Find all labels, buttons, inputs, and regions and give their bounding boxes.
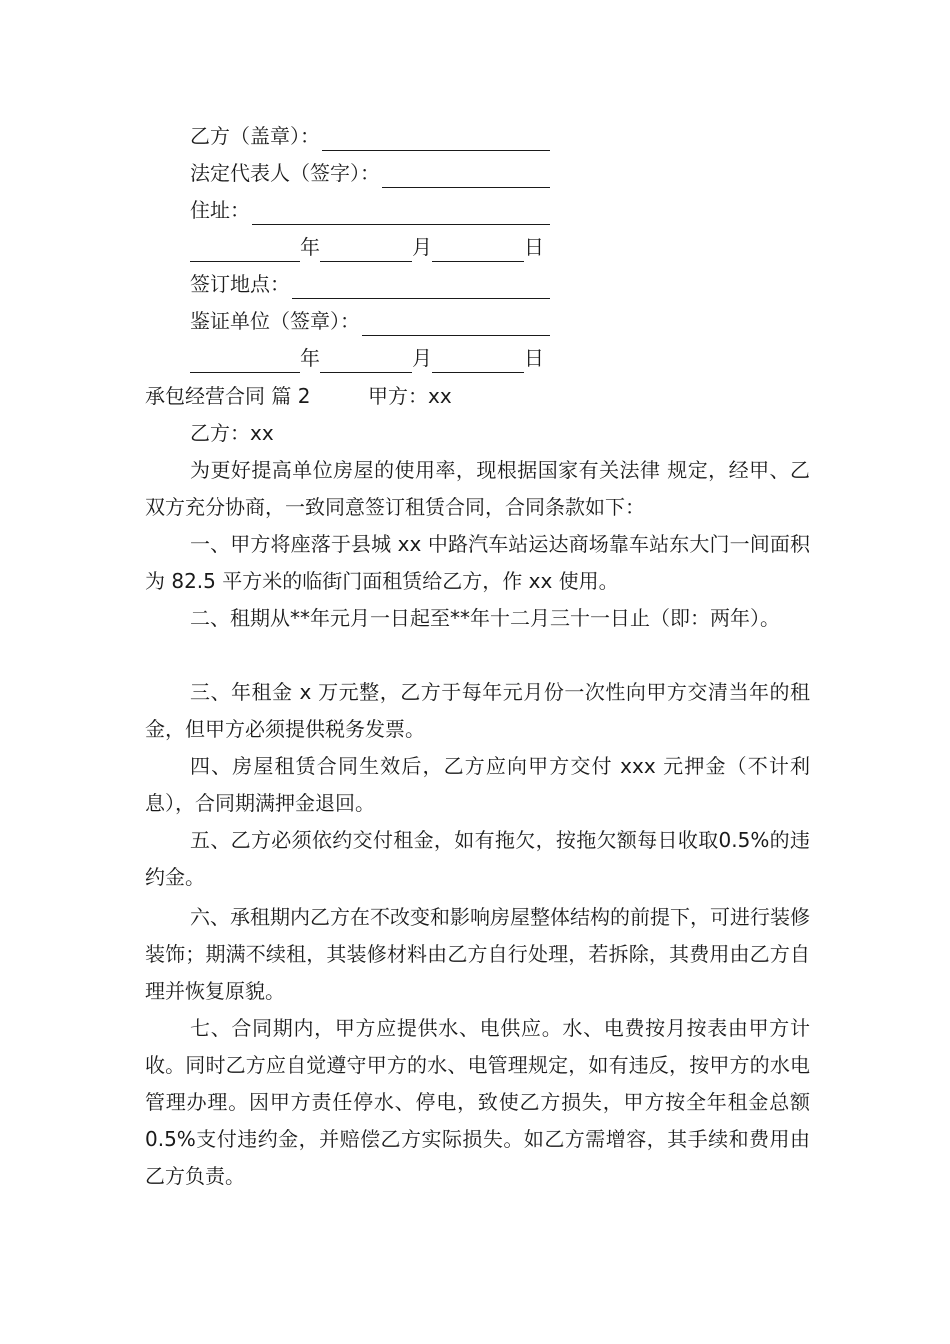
party-b-seal-blank <box>322 128 550 151</box>
party-b-seal-label: 乙方（盖章）： <box>190 124 320 148</box>
address-blank <box>252 202 550 225</box>
clause-7: 七、合同期内，甲方应提供水、电供应。水、电费按月按表由甲方计收。同时乙方应自觉遵守甲方的水、电管理规定，如有违反，按甲方的水电管理办理。因甲方责任停水、停电，致使乙方损失，甲方按全年租金总额 0.5%支付违约金，并赔偿乙方实际损失。如乙方需增容，其手续和费用由乙方负责。 <box>145 1016 810 1188</box>
month-blank <box>320 350 412 373</box>
party-b: 乙方：xx <box>190 421 274 445</box>
day-blank <box>432 239 524 262</box>
signing-place-blank <box>292 276 550 299</box>
address-line <box>190 195 550 225</box>
witness-unit-label: 鉴证单位（签章）： <box>190 309 360 333</box>
signing-place-label: 签订地点： <box>190 272 290 296</box>
day-blank <box>432 350 524 373</box>
day-label: 日 <box>524 235 544 259</box>
clause-1: 一、甲方将座落于县城 xx 中路汽车站运达商场靠车站东大门一间面积为 82.5 平方米的临街门面租赁给乙方，作 xx 使用。 <box>145 532 810 593</box>
intro-paragraph: 为更好提高单位房屋的使用率，现根据国家有关法律 规定，经甲、乙双方充分协商，一致同意签订租赁合同，合同条款如下： <box>145 458 810 519</box>
year-label: 年 <box>300 346 320 370</box>
signing-place-line <box>190 269 550 299</box>
day-label: 日 <box>524 346 544 370</box>
witness-unit-blank <box>362 313 550 336</box>
clause-3: 三、年租金 x 万元整，乙方于每年元月份一次性向甲方交清当年的租金，但甲方必须提供税务发票。 <box>145 680 810 741</box>
date-line-2 <box>190 343 550 373</box>
year-label: 年 <box>300 235 320 259</box>
legal-rep-label: 法定代表人（签字）： <box>190 161 380 185</box>
address-label: 住址： <box>190 198 250 222</box>
date-line-1 <box>190 232 550 262</box>
legal-rep-line <box>190 158 550 188</box>
month-label: 月 <box>412 346 432 370</box>
clause-2: 二、租期从**年元月一日起至**年十二月三十一日止（即：两年）。 <box>190 606 780 630</box>
legal-rep-blank <box>382 165 550 188</box>
month-blank <box>320 239 412 262</box>
party-b-seal-line <box>190 121 550 151</box>
clause-6: 六、承租期内乙方在不改变和影响房屋整体结构的前提下，可进行装修装饰；期满不续租，其装修材料由乙方自行处理，若拆除，其费用由乙方自理并恢复原貌。 <box>145 905 810 1003</box>
month-label: 月 <box>412 235 432 259</box>
clause-4: 四、房屋租赁合同生效后，乙方应向甲方交付 xxx 元押金（不计利息），合同期满押金退回。 <box>145 754 810 815</box>
clause-5: 五、乙方必须依约交付租金，如有拖欠，按拖欠额每日收取0.5%的违约金。 <box>145 828 810 889</box>
year-blank <box>190 350 300 373</box>
party-a: 甲方：xx <box>368 384 452 408</box>
contract-title: 承包经营合同 篇 2 <box>145 384 311 408</box>
year-blank <box>190 239 300 262</box>
witness-unit-line <box>190 306 550 336</box>
